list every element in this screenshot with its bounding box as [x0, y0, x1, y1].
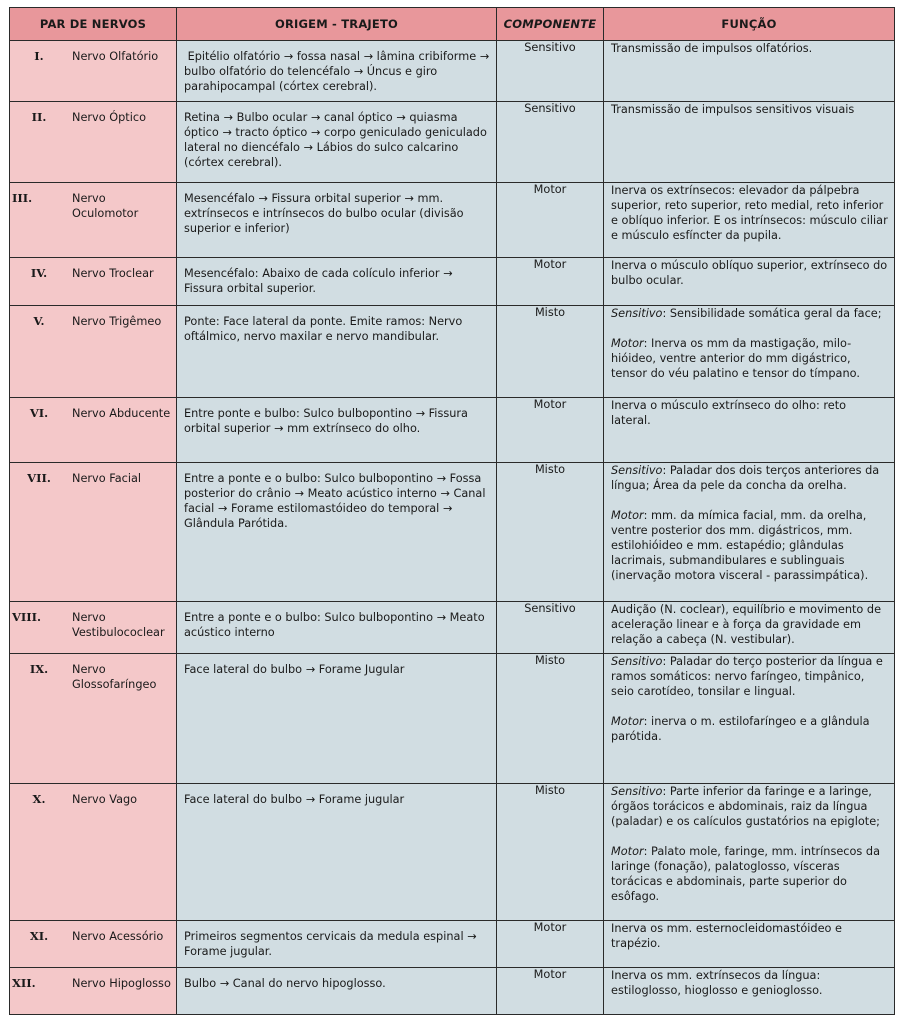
header-par: PAR DE NERVOS: [10, 8, 177, 41]
nerve-number: III.: [12, 191, 33, 205]
motor-text: : Inerva os mm da mastigação, milo-hióideo, ventre anterior do mm digástrico, tensor do véu palatino e tensor do tímpano.: [611, 337, 860, 380]
funcao-motor: [611, 844, 888, 904]
componente-cell: Motor: [497, 258, 604, 306]
table-row: [10, 602, 895, 654]
motor-text: : mm. da mímica facial, mm. da orelha, ventre posterior dos mm. digástricos, mm. estilohióideo e mm. estapédio; glândulas lacrimais, submandibulares e sublinguais (inervação motora visceral - parassimpática).: [611, 509, 869, 582]
origem-cell: [177, 968, 497, 1015]
funcao-cell: [604, 784, 895, 921]
table-row: [10, 921, 895, 968]
nerve-number: V.: [33, 314, 45, 328]
origem-cell: [177, 602, 497, 654]
componente-cell: Motor: [497, 921, 604, 968]
funcao-cell: [604, 921, 895, 968]
funcao-text: Inerva os extrínsecos: elevador da pálpebra superior, reto superior, reto medial, reto inferior e oblíquo inferior. E os intrínsecos: músculo ciliar e músculo esfíncter da pupila.: [611, 184, 888, 242]
nerve-cell: [10, 784, 177, 921]
nerve-number: IV.: [30, 266, 48, 280]
nerve-cell: [10, 463, 177, 602]
motor-label: Motor: [611, 509, 644, 522]
origem-text: Face lateral do bulbo → Forame jugular: [184, 793, 405, 806]
origem-text: Face lateral do bulbo → Forame Jugular: [184, 663, 405, 676]
nerve-cell: [10, 306, 177, 398]
table-row: [10, 463, 895, 602]
funcao-cell: [604, 183, 895, 258]
nerve-number: VII.: [27, 471, 51, 485]
origem-text: Mesencéfalo → Fissura orbital superior → mm. extrínsecos e intrínsecos do bulbo ocular (divisão superior e inferior): [184, 192, 464, 235]
nerve-cell: [10, 968, 177, 1015]
table-row: [10, 784, 895, 921]
funcao-cell: [604, 398, 895, 463]
header-origem: ORIGEM - TRAJETO: [177, 8, 497, 41]
sensitivo-text: : Paladar dos dois terços anteriores da língua; Área da pele da concha da orelha.: [611, 464, 880, 492]
origem-cell: [177, 306, 497, 398]
funcao-cell: [604, 306, 895, 398]
funcao-text: Inerva o músculo oblíquo superior, extrínseco do bulbo ocular.: [611, 259, 888, 287]
funcao-cell: [604, 102, 895, 183]
funcao-text: Transmissão de impulsos sensitivos visuais: [611, 103, 855, 116]
table-row: [10, 968, 895, 1015]
origem-cell: [177, 654, 497, 784]
nerve-name: Nervo Acessório: [72, 930, 164, 943]
componente-cell: Misto: [497, 306, 604, 398]
origem-text: Retina → Bulbo ocular → canal óptico → quiasma óptico → tracto óptico → corpo geniculado geniculado lateral no diencéfalo → Lábios do sulco calcarino (córtex cerebral).: [184, 111, 487, 169]
nerve-number: IX.: [29, 662, 49, 676]
funcao-cell: [604, 968, 895, 1015]
nerve-name: Nervo Vestibulococlear: [72, 611, 165, 639]
table-row: [10, 41, 895, 102]
nerve-number: XI.: [29, 929, 49, 943]
funcao-text: Inerva os mm. esternocleidomastóideo e trapézio.: [611, 922, 842, 950]
table-row: [10, 183, 895, 258]
sensitivo-text: : Paladar do terço posterior da língua e ramos somáticos: nervo faríngeo, timpânico, seio carotídeo, tonsilar e lingual.: [611, 655, 883, 698]
funcao-sensitivo: [611, 306, 888, 321]
componente-cell: Motor: [497, 398, 604, 463]
nerve-cell: [10, 654, 177, 784]
nerve-number: VI.: [29, 406, 49, 420]
origem-cell: [177, 921, 497, 968]
nerve-name: Nervo Trigêmeo: [72, 315, 162, 328]
funcao-text: [604, 654, 894, 744]
table-row: [10, 102, 895, 183]
funcao-cell: [604, 654, 895, 784]
table-row: [10, 654, 895, 784]
nerve-name: Nervo Olfatório: [72, 50, 159, 63]
motor-label: Motor: [611, 715, 644, 728]
motor-label: Motor: [611, 337, 644, 350]
componente-cell: Sensitivo: [497, 41, 604, 102]
nerve-cell: [10, 398, 177, 463]
componente-cell: Misto: [497, 654, 604, 784]
table-row: [10, 398, 895, 463]
nerve-number: I.: [34, 49, 44, 63]
origem-text: Entre ponte e bulbo: Sulco bulbopontino → Fissura orbital superior → mm extrínseco do olho.: [184, 407, 468, 435]
funcao-motor: [611, 336, 888, 381]
origem-cell: [177, 398, 497, 463]
nerve-cell: [10, 183, 177, 258]
componente-cell: Misto: [497, 463, 604, 602]
table-row: [10, 306, 895, 398]
funcao-sensitivo: [611, 784, 888, 829]
funcao-text: [604, 463, 894, 583]
nerve-name: Nervo Hipoglosso: [72, 977, 171, 990]
origem-text: Mesencéfalo: Abaixo de cada colículo inferior → Fissura orbital superior.: [184, 267, 453, 295]
origem-cell: [177, 102, 497, 183]
funcao-sensitivo: [611, 463, 888, 493]
funcao-cell: [604, 602, 895, 654]
funcao-text: [604, 784, 894, 904]
motor-text: : Palato mole, faringe, mm. intrínsecos da laringe (fonação), palatoglosso, vísceras torácicas e abdominais, parte superior do esôfago.: [611, 845, 880, 903]
origem-text: Entre a ponte e o bulbo: Sulco bulbopontino → Fossa posterior do crânio → Meato acústico interno → Canal facial → Forame estilomastóideo do temporal → Glândula Parótida.: [184, 472, 486, 530]
nerve-cell: [10, 921, 177, 968]
origem-cell: [177, 183, 497, 258]
sensitivo-label: Sensitivo: [611, 785, 663, 798]
sensitivo-text: : Sensibilidade somática geral da face;: [662, 307, 882, 320]
origem-text: Bulbo → Canal do nervo hipoglosso.: [184, 977, 386, 990]
origem-text: Ponte: Face lateral da ponte. Emite ramos: Nervo oftálmico, nervo maxilar e nervo mandibular.: [184, 315, 463, 343]
header-funcao: FUNÇÃO: [604, 8, 895, 41]
funcao-text: Transmissão de impulsos olfatórios.: [611, 42, 813, 55]
funcao-text: Audição (N. coclear), equilíbrio e movimento de aceleração linear e à força da gravidade em relação a cabeça (N. vestibular).: [611, 603, 882, 646]
nerve-name: Nervo Óptico: [72, 111, 146, 124]
nerve-cell: [10, 102, 177, 183]
componente-cell: Misto: [497, 784, 604, 921]
nerve-number: X.: [32, 792, 46, 806]
motor-label: Motor: [611, 845, 644, 858]
origem-text: Entre a ponte e o bulbo: Sulco bulbopontino → Meato acústico interno: [184, 611, 485, 639]
funcao-cell: [604, 41, 895, 102]
funcao-text: Inerva o músculo extrínseco do olho: reto lateral.: [611, 399, 847, 427]
nerve-cell: [10, 41, 177, 102]
origem-cell: [177, 463, 497, 602]
nerve-name: Nervo Troclear: [72, 267, 154, 280]
funcao-motor: [611, 714, 888, 744]
funcao-text: [604, 306, 894, 381]
nerve-number: VIII.: [12, 610, 42, 624]
funcao-sensitivo: [611, 654, 888, 699]
sensitivo-label: Sensitivo: [611, 464, 663, 477]
cranial-nerves-table: [9, 7, 895, 1015]
sensitivo-text: : Parte inferior da faringe e a laringe, órgãos torácicos e abdominais, raiz da língua (paladar) e os calículos gustatórios na epiglote;: [611, 785, 880, 828]
nerve-name: Nervo Oculomotor: [72, 192, 139, 220]
origem-cell: [177, 258, 497, 306]
nerve-number: XII.: [12, 976, 36, 990]
motor-text: : inerva o m. estilofaríngeo e a glândula parótida.: [611, 715, 870, 743]
origem-cell: [177, 41, 497, 102]
nerve-cell: [10, 258, 177, 306]
sensitivo-label: Sensitivo: [611, 307, 663, 320]
nerve-name: Nervo Facial: [72, 472, 142, 485]
funcao-motor: [611, 508, 888, 583]
nerve-name: Nervo Vago: [72, 793, 138, 806]
header-row: [10, 8, 895, 41]
sensitivo-label: Sensitivo: [611, 655, 663, 668]
funcao-text: Inerva os mm. extrínsecos da língua: estiloglosso, hioglosso e genioglosso.: [611, 969, 823, 997]
nerve-cell: [10, 602, 177, 654]
origem-text: Primeiros segmentos cervicais da medula espinal → Forame jugular.: [184, 930, 477, 958]
header-componente: COMPONENTE: [497, 8, 604, 41]
nerve-name: Nervo Glossofaríngeo: [72, 663, 157, 691]
funcao-cell: [604, 463, 895, 602]
componente-cell: Sensitivo: [497, 102, 604, 183]
funcao-cell: [604, 258, 895, 306]
componente-cell: Sensitivo: [497, 602, 604, 654]
componente-cell: Motor: [497, 968, 604, 1015]
table-row: [10, 258, 895, 306]
origem-text: Epitélio olfatório → fossa nasal → lâmina cribiforme → bulbo olfatório do telencéfalo → Úncus e giro parahipocampal (córtex cerebral).: [184, 50, 493, 93]
origem-cell: [177, 784, 497, 921]
nerve-name: Nervo Abducente: [72, 407, 171, 420]
nerve-number: II.: [31, 110, 47, 124]
componente-cell: Motor: [497, 183, 604, 258]
